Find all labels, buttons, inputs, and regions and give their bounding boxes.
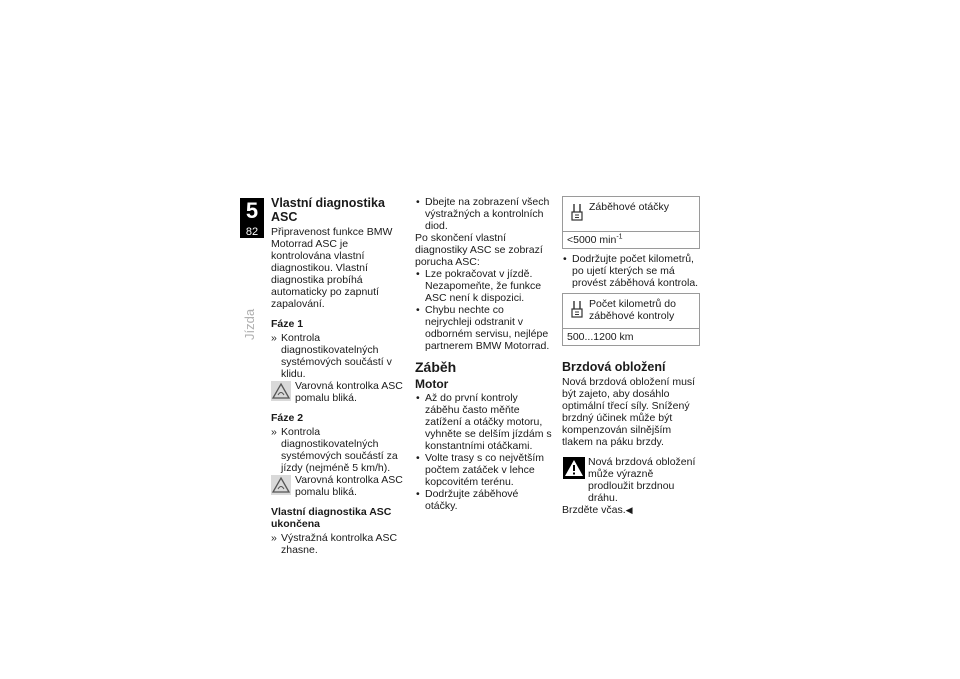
brake-warning [562, 456, 700, 504]
spec-value: 500...1200 km [567, 331, 634, 343]
list-item: • Až do první kontroly záběhu často měňte zatížení a otáčky motoru, vyhněte se delším jízdám s konstantními otáčkami. [415, 392, 553, 452]
asc-fault-paragraph: Po skončení vlastní diagnostiky ASC se zobrazí porucha ASC: [415, 232, 543, 268]
brake-warning-end-text: Brzděte včas. [562, 504, 626, 516]
spec-label: Záběhové otáčky [589, 201, 669, 213]
end-of-section-marker: ◀ [625, 505, 633, 515]
phase-2-note-text: Varovná kontrolka ASC pomalu bliká. [295, 474, 403, 498]
spec-table-break-in-rpm [562, 196, 700, 249]
phase-1-item: » Kontrola diagnostikovatelných systémových součástí v klidu. [271, 332, 411, 380]
section-title-asc-diagnostics: Vlastní diagnostika ASC [271, 196, 385, 224]
spec-table-break-in-distance [562, 293, 700, 346]
spec-label: Počet kilometrů do záběhové kontroly [589, 298, 676, 322]
brake-pads-paragraph: Nová brzdová obložení musí být zajeto, aby dosáhlo optimální třecí síly. Snížený brzdný účinek může být kompenzován silnějším tlakem na páku brzdy. [562, 376, 696, 448]
column-3 [562, 196, 700, 516]
phase-2-item: » Kontrola diagnostikovatelných systémových součástí za jízdy (nejméně 5 km/h). [271, 426, 411, 474]
subsection-title-engine: Motor [415, 377, 449, 391]
list-item: • Dodržujte záběhové otáčky. [415, 488, 553, 512]
spec-value-icon [570, 203, 584, 221]
warning-triangle-icon [563, 457, 585, 479]
chapter-number: 5 [245, 198, 259, 223]
asc-intro-text: Připravenost funkce BMW Motorrad ASC je kontrolována vlastní diagnostikou. Vlastní diagnostika probíhá automaticky po zapnutí zapalování. [271, 226, 393, 310]
chapter-side-title: Jízda [242, 308, 257, 340]
asc-warning-light-icon [271, 381, 291, 401]
section-title-brake-pads: Brzdová obložení [562, 360, 666, 374]
section-title-break-in: Záběh [415, 359, 457, 375]
spec-table-header [563, 197, 699, 232]
asc-warning-light-icon [271, 475, 291, 495]
spec-value [563, 232, 699, 248]
diagnostics-end-title: Vlastní diagnostika ASC ukončena [271, 506, 392, 530]
spec-table-header [563, 294, 699, 329]
list-item: • Volte trasy s co největším počtem zatáček v lehce kopcovitém terénu. [415, 452, 553, 488]
column-1 [271, 196, 411, 556]
list-item: • Lze pokračovat v jízdě. Nezapomeňte, že funkce ASC není k dispozici. [415, 268, 553, 304]
page-number: 82 [245, 226, 259, 238]
spec-value-exponent: -1 [616, 233, 623, 241]
list-item: • Dodržujte počet kilometrů, po ujetí kterých se má provést záběhová kontrola. [562, 253, 700, 289]
diagnostics-end-item: » Výstražná kontrolka ASC zhasne. [271, 532, 411, 556]
phase-1-title: Fáze 1 [271, 318, 304, 330]
spec-value-text: <5000 min [567, 234, 617, 246]
brake-warning-end [562, 504, 700, 516]
phase-1-note [271, 380, 411, 404]
column-2 [415, 196, 553, 512]
list-item: • Chybu nechte co nejrychleji odstranit v odborném servisu, nejlépe partnerem BMW Motorrad. [415, 304, 553, 352]
phase-2-note [271, 474, 411, 498]
phase-2-title: Fáze 2 [271, 412, 304, 424]
spec-value-icon [570, 300, 584, 318]
brake-warning-text: Nová brzdová obložení může výrazně prodloužit brzdnou dráhu. [588, 456, 696, 504]
phase-1-note-text: Varovná kontrolka ASC pomalu bliká. [295, 380, 403, 404]
list-item: • Dbejte na zobrazení všech výstražných a kontrolních diod. [415, 196, 553, 232]
